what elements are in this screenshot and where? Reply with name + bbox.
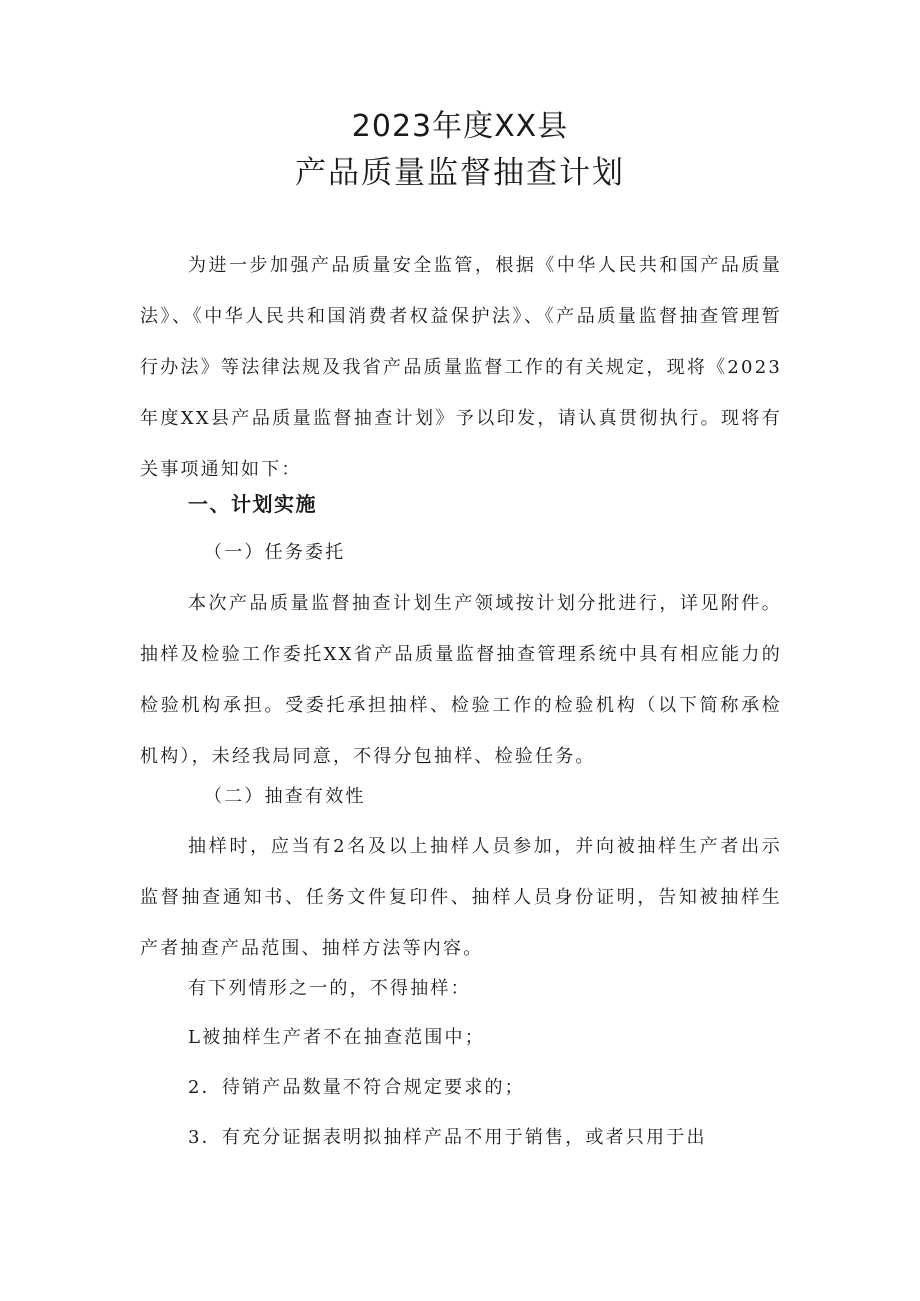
task-delegation-paragraph: 本次产品质量监督抽查计划生产领域按计划分批进行，详见附件。抽样及检验工作委托XX省产品质量监督抽查管理系统中具有相应能力的检验机构承担。受委托承担抽样、检验工作的检验机构（以下简称承检机构），未经我局同意，不得分包抽样、检验任务。: [140, 593, 782, 767]
document-title-line1: 2023年度XX县: [351, 109, 569, 144]
no-sampling-intro: 有下列情形之一的，不得抽样：: [188, 978, 471, 999]
subsection-heading-sampling-validity: （二）抽查有效性: [204, 786, 366, 807]
document-title-line2: 产品质量监督抽查计划: [295, 155, 625, 191]
list-item: 3．有充分证据表明拟抽样产品不用于销售，或者只用于出: [188, 1127, 707, 1148]
intro-paragraph: 为进一步加强产品质量安全监管，根据《中华人民共和国产品质量法》、《中华人民共和国消费者权益保护法》、《产品质量监督抽查管理暂行办法》等法律法规及我省产品质量监督工作的有关规定，现将《2023年度XX县产品质量监督抽查计划》予以印发，请认真贯彻执行。现将有关事项通知如下：: [140, 255, 782, 480]
section-heading-plan-implementation: 一、计划实施: [188, 492, 317, 516]
subsection-heading-task-delegation: （一）任务委托: [204, 542, 346, 563]
list-item: 2．待销产品数量不符合规定要求的；: [188, 1077, 525, 1098]
list-item: L被抽样生产者不在抽查范围中；: [188, 1027, 485, 1048]
sampling-validity-paragraph: 抽样时，应当有2名及以上抽样人员参加，并向被抽样生产者出示监督抽查通知书、任务文件复印件、抽样人员身份证明，告知被抽样生产者抽查产品范围、抽样方法等内容。: [140, 836, 782, 959]
